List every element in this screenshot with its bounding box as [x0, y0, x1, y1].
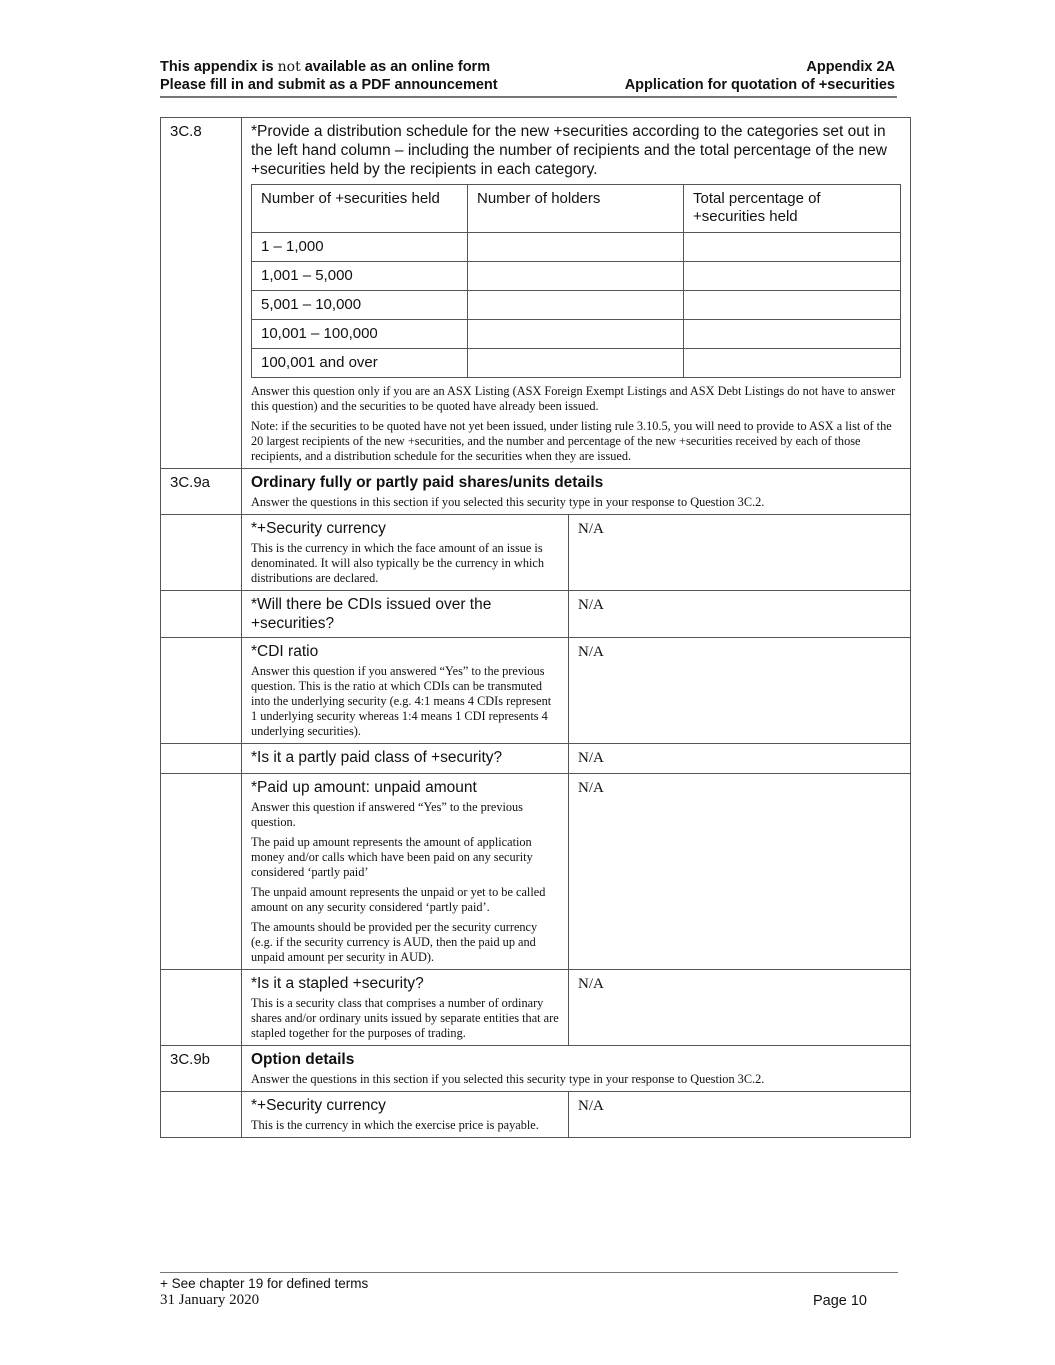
question-text: *CDI ratio	[251, 643, 319, 660]
question-row	[161, 744, 911, 774]
holding-range-cell: 100,001 and over	[252, 349, 468, 378]
empty-code-cell	[161, 591, 242, 638]
form-table	[160, 117, 911, 1138]
question-text: *Is it a partly paid class of +security?	[251, 749, 503, 766]
header-left-line2: Please fill in and submit as a PDF announcement	[160, 77, 498, 93]
answer-field[interactable]: N/A	[569, 591, 911, 638]
row-3c9a-header	[161, 469, 911, 515]
holders-input-cell[interactable]	[468, 291, 684, 320]
section-title: Option details	[251, 1051, 355, 1068]
question-row	[161, 638, 911, 744]
question-cell	[242, 638, 569, 744]
empty-code-cell	[161, 970, 242, 1046]
question-text: *+Security currency	[251, 1097, 386, 1114]
page-number: Page 10	[812, 1293, 867, 1309]
question-row	[161, 515, 911, 591]
question-code: 3C.9a	[161, 469, 242, 515]
header-left-emphasis: not	[277, 59, 301, 75]
question-row	[161, 970, 911, 1046]
question-cell	[242, 1092, 569, 1138]
question-row	[161, 1092, 911, 1138]
distribution-row	[252, 349, 901, 378]
question-text: *Paid up amount: unpaid amount	[251, 779, 477, 796]
question-note: The amounts should be provided per the security currency (e.g. if the security currency is AUD, then the paid up and unpaid amount per security in AUD).	[251, 920, 538, 964]
percentage-input-cell[interactable]	[684, 233, 901, 262]
holding-range-cell: 1 – 1,000	[252, 233, 468, 262]
distribution-row	[252, 262, 901, 291]
holders-input-cell[interactable]	[468, 349, 684, 378]
question-text: *Will there be CDIs issued over the +securities?	[251, 596, 492, 632]
holding-range-cell: 5,001 – 10,000	[252, 291, 468, 320]
holders-input-cell[interactable]	[468, 262, 684, 291]
holders-input-cell[interactable]	[468, 320, 684, 349]
section-title: Ordinary fully or partly paid shares/units details	[251, 474, 604, 491]
holding-range-cell: 1,001 – 5,000	[252, 262, 468, 291]
header-left	[160, 58, 498, 94]
question-row	[161, 774, 911, 970]
footer-defined-terms: + See chapter 19 for defined terms	[160, 1276, 369, 1291]
empty-code-cell	[161, 744, 242, 774]
question-note: This is a security class that comprises a number of ordinary shares and/or ordinary units issued by separate entities that are stapled together for the purposes of trading.	[251, 996, 559, 1040]
question-text: *+Security currency	[251, 520, 386, 537]
question-cell	[242, 744, 569, 774]
question-row	[161, 591, 911, 638]
holding-range-cell: 10,001 – 100,000	[252, 320, 468, 349]
distribution-header-row	[252, 185, 901, 233]
header-left-suffix: available as an online form	[300, 59, 491, 75]
page-header	[160, 58, 897, 98]
answer-field[interactable]: N/A	[569, 638, 911, 744]
answer-field[interactable]: N/A	[569, 1092, 911, 1138]
column-header: Number of holders	[468, 185, 684, 233]
column-header: Total percentage of +securities held	[684, 185, 901, 233]
header-left-line1	[160, 58, 498, 76]
question-cell	[242, 591, 569, 638]
question-code: 3C.8	[161, 118, 242, 469]
row-3c8	[161, 118, 911, 469]
section-instruction: Answer the questions in this section if you selected this security type in your response to Question 3C.2.	[251, 1072, 765, 1086]
question-note: The paid up amount represents the amount of application money and/or calls which have been paid on any security considered ‘partly paid’	[251, 835, 533, 879]
question-text: *Provide a distribution schedule for the new +securities according to the categories set out in the left hand column – including the number of recipients and the total percentage of the new +securities held by the recipients in each category.	[251, 123, 887, 178]
section-instruction: Answer the questions in this section if you selected this security type in your response to Question 3C.2.	[251, 495, 765, 509]
section-header-cell	[242, 469, 911, 515]
percentage-input-cell[interactable]	[684, 291, 901, 320]
column-header: Number of +securities held	[252, 185, 468, 233]
answer-field[interactable]: N/A	[569, 970, 911, 1046]
question-note: Answer this question only if you are an ASX Listing (ASX Foreign Exempt Listings and ASX Debt Listings do not have to answer this question) and the securities to be quoted have already been issued.	[251, 384, 896, 413]
distribution-row	[252, 320, 901, 349]
question-note: This is the currency in which the exercise price is payable.	[251, 1118, 539, 1132]
page-footer	[160, 1272, 898, 1309]
question-cell	[242, 970, 569, 1046]
header-left-prefix: This appendix is	[160, 59, 278, 75]
appendix-subtitle: Application for quotation of +securities	[624, 77, 895, 93]
answer-field[interactable]: N/A	[569, 744, 911, 774]
question-cell	[242, 774, 569, 970]
question-cell	[242, 515, 569, 591]
distribution-row	[252, 233, 901, 262]
distribution-row	[252, 291, 901, 320]
percentage-input-cell[interactable]	[684, 320, 901, 349]
question-note: The unpaid amount represents the unpaid or yet to be called amount on any security considered ‘partly paid’.	[251, 885, 546, 914]
section-header-cell	[242, 1046, 911, 1092]
row-3c9b-header	[161, 1046, 911, 1092]
question-code: 3C.9b	[161, 1046, 242, 1092]
answer-field[interactable]: N/A	[569, 774, 911, 970]
question-note: Answer this question if answered “Yes” to the previous question.	[251, 800, 523, 829]
question-note: Note: if the securities to be quoted have not yet been issued, under listing rule 3.10.5, you will need to provide to ASX a list of the 20 largest recipients of the new +securities, and the number and percentage of the new +securities received by each of those recipients, and a distribution schedule for the securities when they are issued.	[251, 419, 892, 463]
distribution-schedule-table	[251, 184, 901, 378]
question-note: Answer this question if you answered “Yes” to the previous question. This is the ratio at which CDIs can be transmuted into the underlying security (e.g. 4:1 means 4 CDIs represent 1 underlying security whereas 1:4 means 1 CDI represents 4 underlying securities).	[251, 664, 552, 738]
question-cell-3c8	[242, 118, 911, 469]
appendix-title: Appendix 2A	[806, 59, 895, 75]
percentage-input-cell[interactable]	[684, 349, 901, 378]
holders-input-cell[interactable]	[468, 233, 684, 262]
question-note: This is the currency in which the face amount of an issue is denominated. It will also typically be the currency in which distributions are declared.	[251, 541, 544, 585]
empty-code-cell	[161, 515, 242, 591]
empty-code-cell	[161, 1092, 242, 1138]
footer-date: 31 January 2020	[160, 1292, 260, 1308]
empty-code-cell	[161, 638, 242, 744]
answer-field[interactable]: N/A	[569, 515, 911, 591]
percentage-input-cell[interactable]	[684, 262, 901, 291]
header-right	[625, 58, 895, 94]
empty-code-cell	[161, 774, 242, 970]
question-text: *Is it a stapled +security?	[251, 975, 424, 992]
